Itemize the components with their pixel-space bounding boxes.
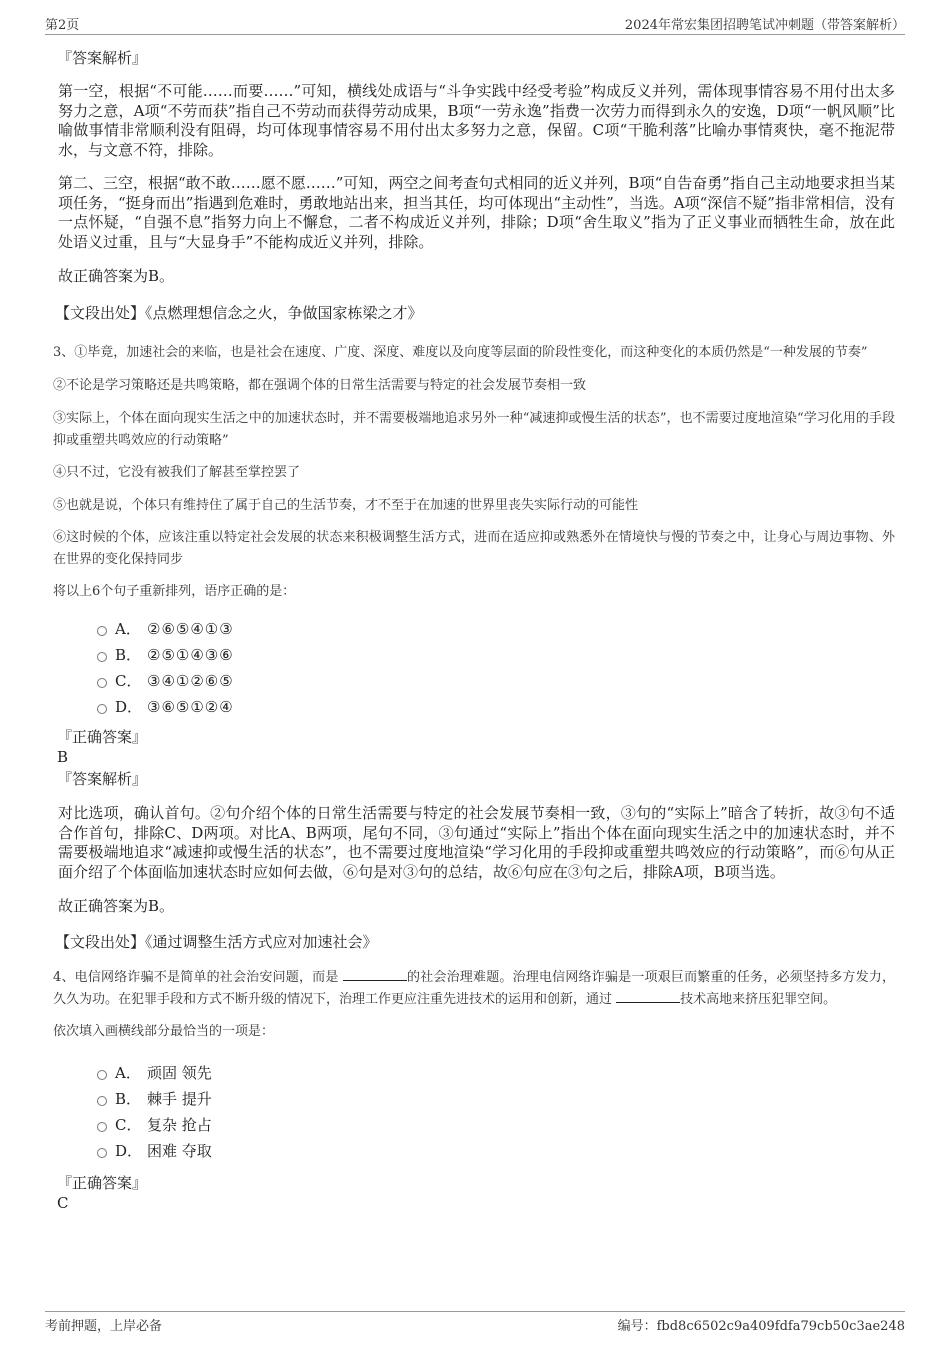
option-text: 棘手 提升 [147, 1090, 212, 1108]
option-letter: C． [115, 1116, 142, 1134]
radio-icon[interactable] [97, 704, 107, 714]
option-letter: B． [115, 646, 142, 664]
option-a[interactable] [97, 616, 895, 642]
analysis-paragraph: 第一空，根据“不可能……而要……”可知，横线处成语与“斗争实践中经受考验”构成反义并列，需体现事情容易不用付出太多努力之意，A项“不劳而获”指自己不劳动而获得劳动成果，B项“一劳永逸”指费一次劳力而得到永久的安逸，D项“一帆风顺”比喻做事情非常顺利没有阻碍，均可体现事情容易不用付出太多努力之意，保留。C项“干脆利落”比喻办事情爽快，毫不拖泥带水，与文意不符，排除。 [58, 82, 895, 159]
option-text: 困难 夺取 [147, 1142, 212, 1160]
answer-label: 『正确答案』 [57, 728, 148, 746]
answer-value: B [57, 748, 69, 766]
question-sentence: ④只不过，它没有被我们了解甚至掌控罢了 [53, 465, 301, 480]
conclusion: 故正确答案为B。 [58, 267, 175, 285]
main-content [55, 44, 895, 1212]
page-header [45, 12, 905, 35]
option-text: 复杂 抢占 [147, 1116, 212, 1134]
option-c[interactable] [97, 1112, 895, 1138]
option-text: ②⑤①④③⑥ [147, 646, 234, 664]
question-text [53, 967, 895, 1011]
question-sentence: ⑥这时候的个体，应该注重以特定社会发展的状态来积极调整生活方式，进而在适应抑或熟悉外在情境快与慢的节奏之中，让身心与周边事物、外在世界的变化保持同步 [53, 530, 895, 567]
question-sentence: ⑤也就是说，个体只有维持住了属于自己的生活节奏，才不至于在加速的世界里丧失实际行动的可能性 [53, 498, 639, 513]
option-letter: B． [115, 1090, 142, 1108]
radio-icon[interactable] [97, 1070, 107, 1080]
option-letter: C． [115, 672, 142, 690]
answer-value: C [57, 1194, 69, 1212]
option-b[interactable] [97, 642, 895, 668]
option-text: 顽固 领先 [147, 1064, 212, 1082]
radio-icon[interactable] [97, 1096, 107, 1106]
radio-icon[interactable] [97, 652, 107, 662]
page-number: 第2页 [45, 18, 80, 33]
document-id: 编号：fbd8c6502c9a409fdfa79cb50c3ae248 [617, 1319, 905, 1334]
option-c[interactable] [97, 668, 895, 694]
analysis-paragraph: 对比选项，确认首句。②句介绍个体的日常生活需要与特定的社会发展节奏相一致，③句的“实际上”暗含了转折，故③句不适合作首句，排除C、D两项。对比A、B两项，尾句不同，③句通过“实际上”指出个体在面向现实生活之中的加速状态时，并不需要极端地追求“减速抑或慢生活的状态”，也不需要过度地渲染“学习化用的手段抑或重塑共鸣效应的行动策略”，而⑥句从正面介绍了个体面临加速状态时应如何去做，⑥句是对③句的总结，故⑥句应在③句之后，排除A项，B项当选。 [58, 804, 895, 881]
document-title: 2024年常宏集团招聘笔试冲刺题（带答案解析） [624, 18, 905, 33]
analysis-paragraph: 第二、三空，根据“敢不敢……愿不愿……”可知，两空之间考查句式相同的近义并列，B项“自告奋勇”指自己主动地要求担当某项任务，“挺身而出”指遇到危难时，勇敢地站出来，担当其任，均可体现出“主动性”，当选。A项“深信不疑”指非常相信，没有一点怀疑，“自强不息”指努力向上不懈怠，二者不构成近义并列，排除；D项“舍生取义”指为了正义事业而牺牲生命，放在此处语义过重，且与“大显身手”不能构成近义并列，排除。 [58, 174, 895, 251]
conclusion: 故正确答案为B。 [58, 897, 175, 915]
options-list [97, 616, 895, 720]
option-letter: A． [115, 620, 141, 638]
question-prompt: 将以上6个句子重新排列，语序正确的是： [53, 584, 296, 599]
radio-icon[interactable] [97, 1122, 107, 1132]
radio-icon[interactable] [97, 1148, 107, 1158]
source: 【文段出处】《点燃理想信念之火，争做国家栋梁之才》 [55, 303, 423, 322]
option-b[interactable] [97, 1086, 895, 1112]
option-d[interactable] [97, 694, 895, 720]
option-letter: A． [115, 1064, 141, 1082]
option-text: ②⑥⑤④①③ [147, 620, 234, 638]
analysis-label: 『答案解析』 [57, 770, 148, 788]
question-sentence: 3、①毕竟，加速社会的来临，也是社会在速度、广度、深度、难度以及向度等层面的阶段性变化，而这种变化的本质仍然是“一种发展的节奏” [53, 345, 868, 360]
fill-blank [616, 990, 680, 1003]
question-sentence: ③实际上，个体在面向现实生活之中的加速状态时，并不需要极端地追求另外一种“减速抑或慢生活的状态”，也不需要过度地渲染“学习化用的手段抑或重塑共鸣效应的行动策略” [53, 411, 895, 448]
radio-icon[interactable] [97, 626, 107, 636]
analysis-label: 『答案解析』 [57, 49, 148, 67]
fill-blank [343, 968, 407, 981]
option-text: ③⑥⑤①②④ [147, 698, 234, 716]
radio-icon[interactable] [97, 678, 107, 688]
options-list [97, 1060, 895, 1164]
option-text: ③④①②⑥⑤ [147, 672, 234, 690]
option-a[interactable] [97, 1060, 895, 1086]
question-sentence: ②不论是学习策略还是共鸣策略，都在强调个体的日常生活需要与特定的社会发展节奏相一致 [53, 378, 587, 393]
footer-slogan: 考前押题，上岸必备 [45, 1319, 163, 1334]
option-letter: D． [115, 698, 143, 716]
option-letter: D． [115, 1142, 143, 1160]
question-text-part: 的社会治理难题。治理电信网络诈骗是一项艰巨而繁重的任务，必须坚持多方发力，久久为功。在犯罪手段和方式不断升级的情况下，治理工作更应注重先进技术的运用和创新，通过 [53, 970, 895, 1007]
question-text-part: 4、电信网络诈骗不是简单的社会治安问题，而是 [53, 970, 343, 985]
answer-label: 『正确答案』 [57, 1174, 148, 1192]
question-text-part: 技术高地来挤压犯罪空间。 [680, 992, 837, 1007]
page-footer [45, 1311, 905, 1336]
source: 【文段出处】《通过调整生活方式应对加速社会》 [55, 932, 378, 951]
option-d[interactable] [97, 1138, 895, 1164]
question-prompt: 依次填入画横线部分最恰当的一项是： [53, 1024, 275, 1039]
